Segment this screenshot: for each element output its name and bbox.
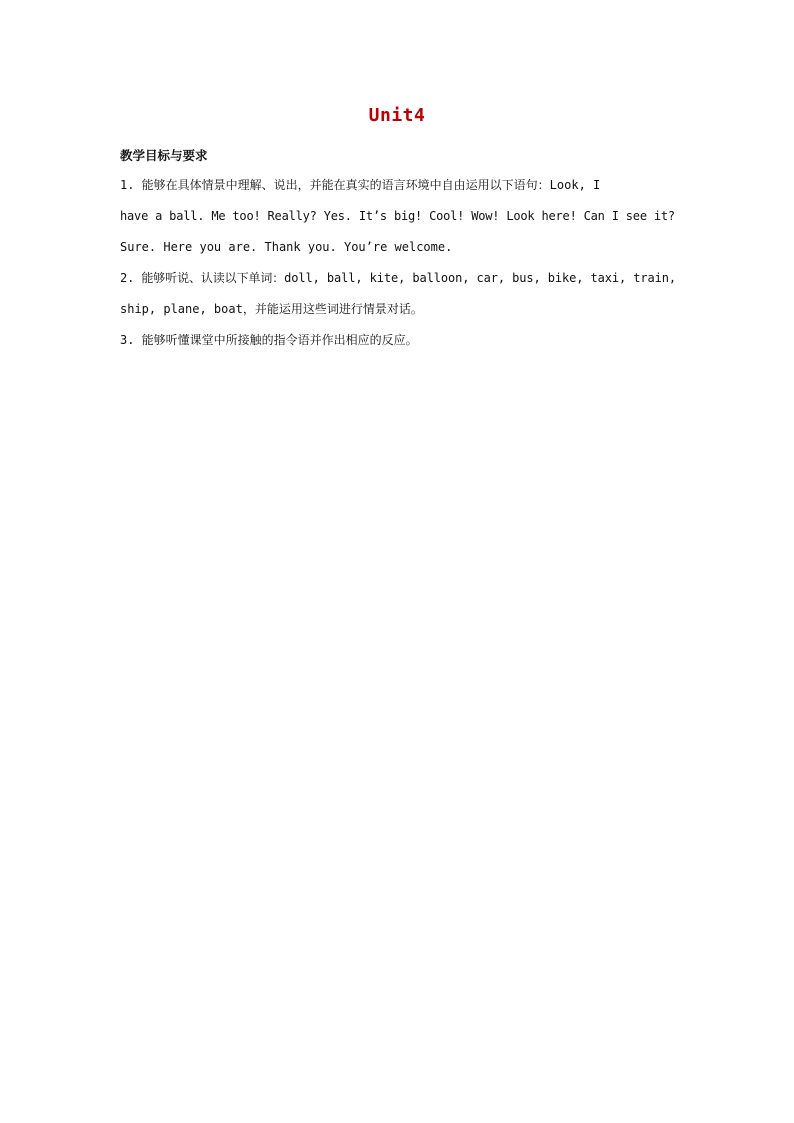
objective-1-line-3: Sure. Here you are. Thank you. You’re welcome. (120, 240, 453, 254)
objective-2-line-1: 2. 能够听说、认读以下单词：doll, ball, kite, balloon, car, bus, bike, taxi, train, (120, 271, 677, 285)
objective-1-line-1: 1. 能够在具体情景中理解、说出，并能在真实的语言环境中自由运用以下语句：Look, I (120, 178, 601, 192)
objective-2-line-2: ship, plane, boat，并能运用这些词进行情景对话。 (120, 302, 423, 316)
objective-3-line-1: 3. 能够听懂课堂中所接触的指令语并作出相应的反应。 (120, 333, 418, 347)
section-heading: 教学目标与要求 (120, 148, 208, 163)
objective-1-line-2: have a ball. Me too! Really? Yes. It’s big! Cool! Wow! Look here! Can I see it? (120, 209, 675, 223)
objectives-body (120, 170, 676, 356)
document-title: Unit4 (368, 105, 426, 126)
